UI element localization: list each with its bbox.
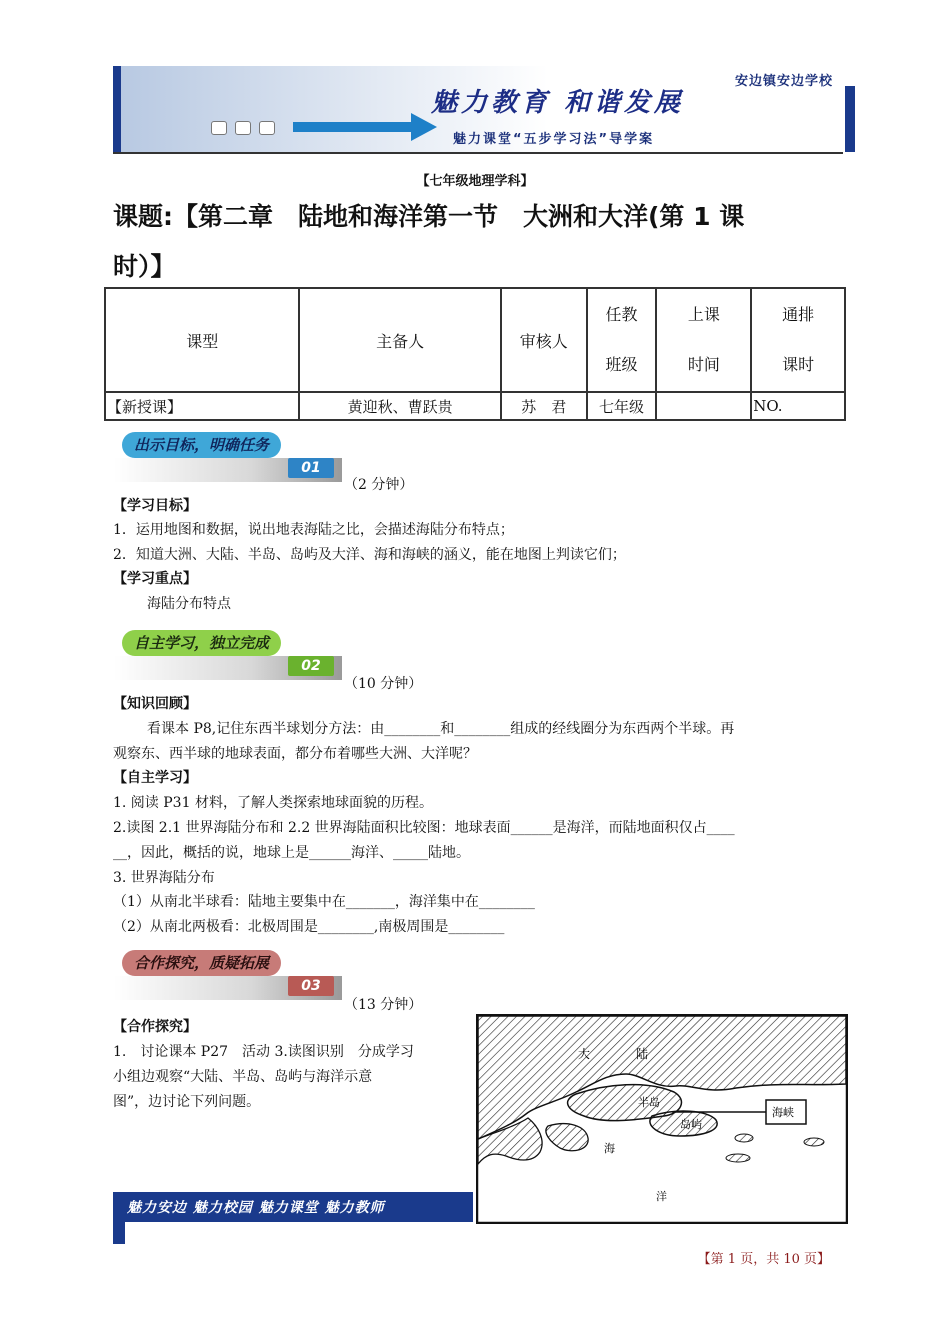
title-line-1: 课题:【第二章 陆地和海洋第一节 大洲和大洋(第 1 课 [113, 202, 745, 231]
table-cell: 【新授课】 [105, 392, 299, 420]
footer-slogan: 魅力安边 魅力校园 魅力课堂 魅力教师 [127, 1200, 385, 1216]
badge-number: 03 [288, 976, 334, 996]
coop-text: 图”，边讨论下列问题。 [113, 1094, 261, 1110]
header-cell-line: 上课 [687, 305, 720, 324]
table-cell [656, 392, 751, 420]
page-number: 【第 1 页，共 10 页】 [697, 1252, 830, 1267]
header-cell-line: 通排 [782, 305, 815, 324]
section-badge-02 [114, 626, 342, 684]
map-label: 洋 [656, 1190, 667, 1203]
table-cell: 黄迎秋、曹跃贵 [299, 392, 500, 420]
self-study-heading: 【自主学习】 [113, 770, 197, 786]
header-cell: 课型 [105, 288, 299, 392]
coop-heading: 【合作探究】 [113, 1019, 197, 1035]
map-label: 半岛 [638, 1096, 660, 1109]
review-heading: 【知识回顾】 [113, 696, 197, 712]
header-cell: 主备人 [299, 288, 500, 392]
self-study-item: （2）从南北两极看：北极周围是________,南极周围是________ [113, 919, 505, 935]
table-cell: NO. [751, 392, 845, 420]
islet-shape [804, 1138, 824, 1146]
goal-item: 2．知道大洲、大陆、半岛、岛屿及大洋、海和海峡的涵义，能在地图上判读它们； [113, 547, 626, 563]
banner-dots [211, 120, 283, 139]
key-heading: 【学习重点】 [113, 571, 197, 587]
lesson-title [113, 192, 853, 292]
title-line-2: 时）】 [113, 252, 176, 281]
coop-text: 小组边观察“大陆、半岛、岛屿与海洋示意 [113, 1069, 373, 1085]
review-text: 观察东、西半球的地球表面，都分布着哪些大洲、大洋呢？ [113, 746, 477, 762]
section-badge-03 [114, 946, 342, 1004]
self-study-item: 3. 世界海陆分布 [113, 870, 215, 886]
subject-label: 【七年级地理学科】 [416, 174, 534, 189]
map-label: 陆 [636, 1047, 649, 1061]
coop-text: 1. 讨论课本 P27 活动 3.读图识别 分成学习 [113, 1044, 414, 1060]
banner-left-bar [113, 66, 121, 152]
map-label: 大 [578, 1047, 591, 1061]
school-name: 安边镇安边学校 [734, 74, 833, 89]
banner-right-bar [845, 86, 855, 152]
header-cell-line: 课时 [782, 355, 815, 374]
goal-item: 1．运用地图和数据，说出地表海陆之比，会描述海陆分布特点； [113, 522, 514, 538]
motto: 魅力教育 和谐发展 [431, 88, 685, 118]
review-text: 看课本 P8,记住东西半球划分方法：由________和________组成的经线圈分为东西两个半球。再 [147, 721, 735, 737]
badge-label: 出示目标，明确任务 [122, 432, 281, 458]
map-label: 海峡 [772, 1106, 794, 1119]
goals-heading: 【学习目标】 [113, 498, 197, 514]
footer-left-bar [113, 1222, 125, 1244]
table-row [105, 392, 845, 420]
header-banner [113, 66, 855, 152]
sub-motto: 魅力课堂“五步学习法”导学案 [453, 132, 655, 147]
section-duration: （2 分钟） [344, 477, 414, 493]
map-label: 海 [604, 1142, 615, 1155]
header-cell [587, 288, 657, 392]
self-study-item: 2.读图 2.1 世界海陆分布和 2.2 世界海陆面积比较图：地球表面______是海洋，而陆地面积仅占____ [113, 820, 735, 836]
header-cell-line: 班级 [605, 355, 638, 374]
table-cell: 七年级 [587, 392, 657, 420]
islet-shape [726, 1154, 750, 1162]
section-duration: （13 分钟） [344, 997, 423, 1013]
self-study-item: （1）从南北半球看：陆地主要集中在_______，海洋集中在________ [113, 894, 535, 910]
key-point: 海陆分布特点 [147, 596, 231, 612]
badge-number: 01 [288, 458, 334, 478]
badge-label: 自主学习，独立完成 [122, 630, 281, 656]
header-cell-line: 时间 [687, 355, 720, 374]
self-study-item: __，因此，概括的说，地球上是______海洋、_____陆地。 [113, 845, 470, 861]
badge-number: 02 [288, 656, 334, 676]
table-header-row [105, 288, 845, 392]
islet-shape [735, 1134, 753, 1142]
lesson-info-table [104, 287, 846, 421]
continent-island-sea-diagram [476, 1014, 848, 1224]
header-cell-line: 任教 [605, 305, 638, 324]
footer-banner [113, 1192, 473, 1244]
self-study-item: 1. 阅读 P31 材料，了解人类探索地球面貌的历程。 [113, 795, 433, 811]
table-cell: 苏 君 [501, 392, 587, 420]
header-cell [751, 288, 845, 392]
section-badge-01 [114, 428, 342, 486]
badge-label: 合作探究，质疑拓展 [122, 950, 281, 976]
banner-rule [113, 152, 843, 154]
map-label: 岛屿 [680, 1118, 702, 1131]
section-duration: （10 分钟） [344, 676, 423, 692]
header-cell: 审核人 [501, 288, 587, 392]
arrow-icon [293, 122, 411, 132]
header-cell [656, 288, 751, 392]
